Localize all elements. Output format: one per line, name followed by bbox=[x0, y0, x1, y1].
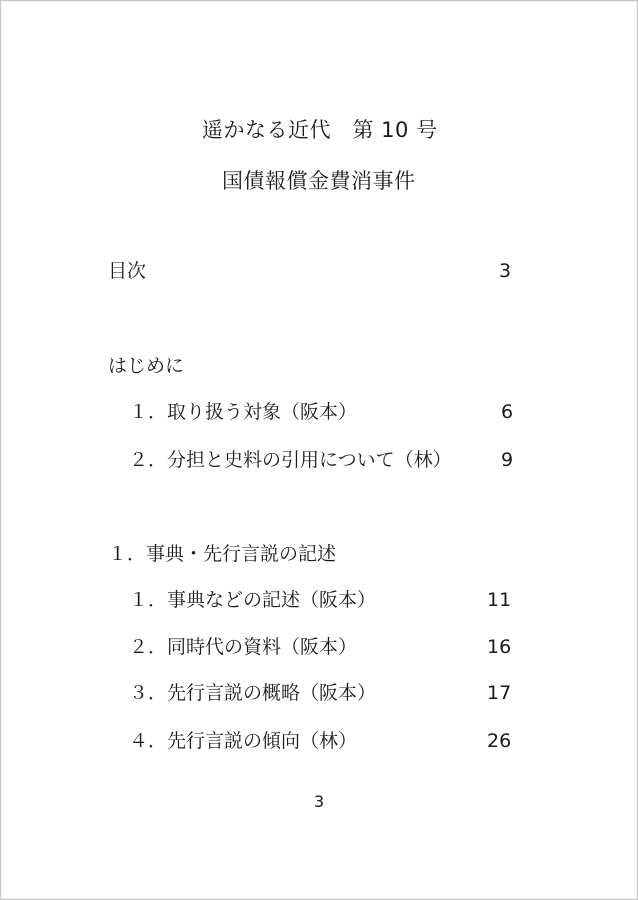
toc-chapter1-item-1-page: 11 bbox=[487, 589, 512, 611]
toc-intro-heading: はじめに bbox=[108, 355, 185, 377]
toc-chapter1-item-3: ３．先行言説の概略（阪本） bbox=[129, 682, 377, 704]
toc-intro-item-2: ２．分担と史料の引用について（林） bbox=[129, 449, 452, 471]
toc-chapter1-item-1: １．事典などの記述（阪本） bbox=[129, 589, 377, 611]
toc-contents-label: 目次 bbox=[108, 260, 147, 282]
toc-chapter1-item-4-page: 26 bbox=[487, 730, 512, 752]
toc-intro-item-1-page: 6 bbox=[501, 401, 514, 423]
toc-contents-page: 3 bbox=[499, 260, 512, 282]
toc-chapter1-heading: １．事典・先行言説の記述 bbox=[108, 543, 337, 565]
toc-chapter1-item-2: ２．同時代の資料（阪本） bbox=[129, 636, 358, 658]
toc-chapter1-item-3-page: 17 bbox=[487, 682, 512, 704]
toc-chapter1-item-2-page: 16 bbox=[487, 636, 512, 658]
toc-intro-item-2-page: 9 bbox=[501, 449, 514, 471]
page-number: 3 bbox=[314, 792, 325, 811]
document-subtitle: 国債報償金費消事件 bbox=[222, 169, 416, 193]
toc-chapter1-item-4: ４．先行言説の傾向（林） bbox=[129, 730, 358, 752]
toc-intro-item-1: １．取り扱う対象（阪本） bbox=[129, 401, 358, 423]
series-title: 遥かなる近代 第 10 号 bbox=[202, 118, 438, 142]
